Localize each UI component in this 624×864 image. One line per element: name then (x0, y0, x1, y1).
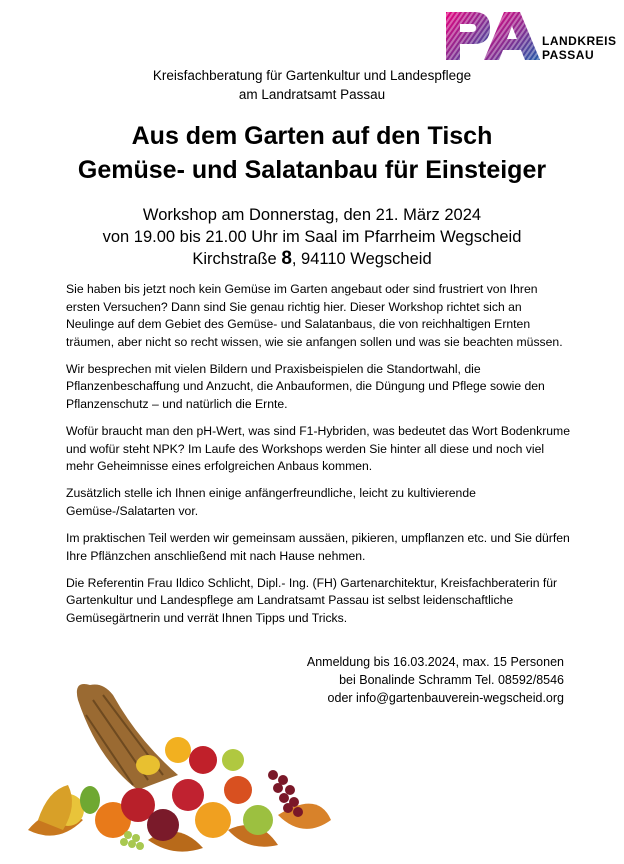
landkreis-passau-logo (444, 10, 616, 62)
registration-deadline: Anmeldung bis 16.03.2024, max. 15 Personen (306, 655, 564, 669)
event-details (0, 204, 624, 270)
logo-text-landkreis: LANDKREIS (542, 34, 617, 48)
cornucopia-image (28, 680, 333, 858)
page-title (0, 119, 624, 187)
event-address (0, 248, 624, 270)
logo-text-passau: PASSAU (542, 48, 595, 62)
paragraph-speaker: Die Referentin Frau Ildico Schlicht, Dipl.- Ing. (FH) Gartenarchitektur, Kreisfachberaterin für Gartenkultur und Landespflege am Landratsamt Passau ist selbst leidenschaftliche Gemüsegärtnerin und verrät Ihnen Tipps und Tricks. (66, 575, 558, 625)
registration-info (307, 653, 564, 707)
pa-logo-icon (444, 10, 540, 62)
registration-phone: bei Bonalinde Schramm Tel. 08592/8546 (339, 673, 564, 687)
organisation-line-1: Kreisfachberatung für Gartenkultur und Landespflege (152, 68, 472, 83)
event-date: Workshop am Donnerstag, den 21. März 2024 (142, 206, 482, 224)
paragraph-topics: Wir besprechen mit vielen Bildern und Praxisbeispielen die Standortwahl, die Pflanzenbeschaffung und Anzucht, die Anbauformen, die Düngung und Pflege sowie den Pflanzenschutz – und natürlich die Ernte. (66, 361, 545, 412)
event-street: Kirchstraße (192, 250, 277, 268)
paragraph-questions: Wofür braucht man den pH-Wert, was sind F1-Hybriden, was bedeutet das Wort Bodenkrume und wofür steht NPK? Im Laufe des Workshops werden Sie hinter all diese und noch viel mehr Geheimnisse eines erfolgreichen Anbaus kommen. (66, 424, 570, 474)
event-time-location: von 19.00 bis 21.00 Uhr im Saal im Pfarrheim Wegscheid (102, 228, 522, 246)
paragraph-practical: Im praktischen Teil werden wir gemeinsam aussäen, pikieren, umpflanzen etc. und Sie dürfen Ihre Pflänzchen anschließend mit nach Hause nehmen. (66, 531, 570, 563)
title-line-1: Aus dem Garten auf den Tisch (131, 122, 493, 150)
organisation-line-2: am Landratsamt Passau (238, 87, 386, 102)
event-house-number: 8 (281, 248, 292, 269)
paragraph-varieties: Zusätzlich stelle ich Ihnen einige anfängerfreundliche, leicht zu kultivierende Gemüse-/Salatarten vor. (66, 486, 476, 519)
event-city: , 94110 Wegscheid (291, 250, 432, 268)
title-line-2: Gemüse- und Salatanbau für Einsteiger (77, 156, 547, 184)
paragraph-intro: Sie haben bis jetzt noch kein Gemüse im Garten angebaut oder sind frustriert von Ihren ersten Versuchen? Dann sind Sie genau richtig hier. Dieser Workshop richtet sich an Neulinge auf dem Gebiet des Gemüse- und Salatanbaus, die von reichhaltigen Ernten träumen, aber nicht so recht wissen, wie sie anfangen sollen und was sie beachten müssen. (66, 282, 563, 349)
organisation-header (0, 66, 624, 104)
description-body (66, 281, 570, 637)
registration-email[interactable]: oder info@gartenbauverein-wegscheid.org (327, 691, 564, 705)
